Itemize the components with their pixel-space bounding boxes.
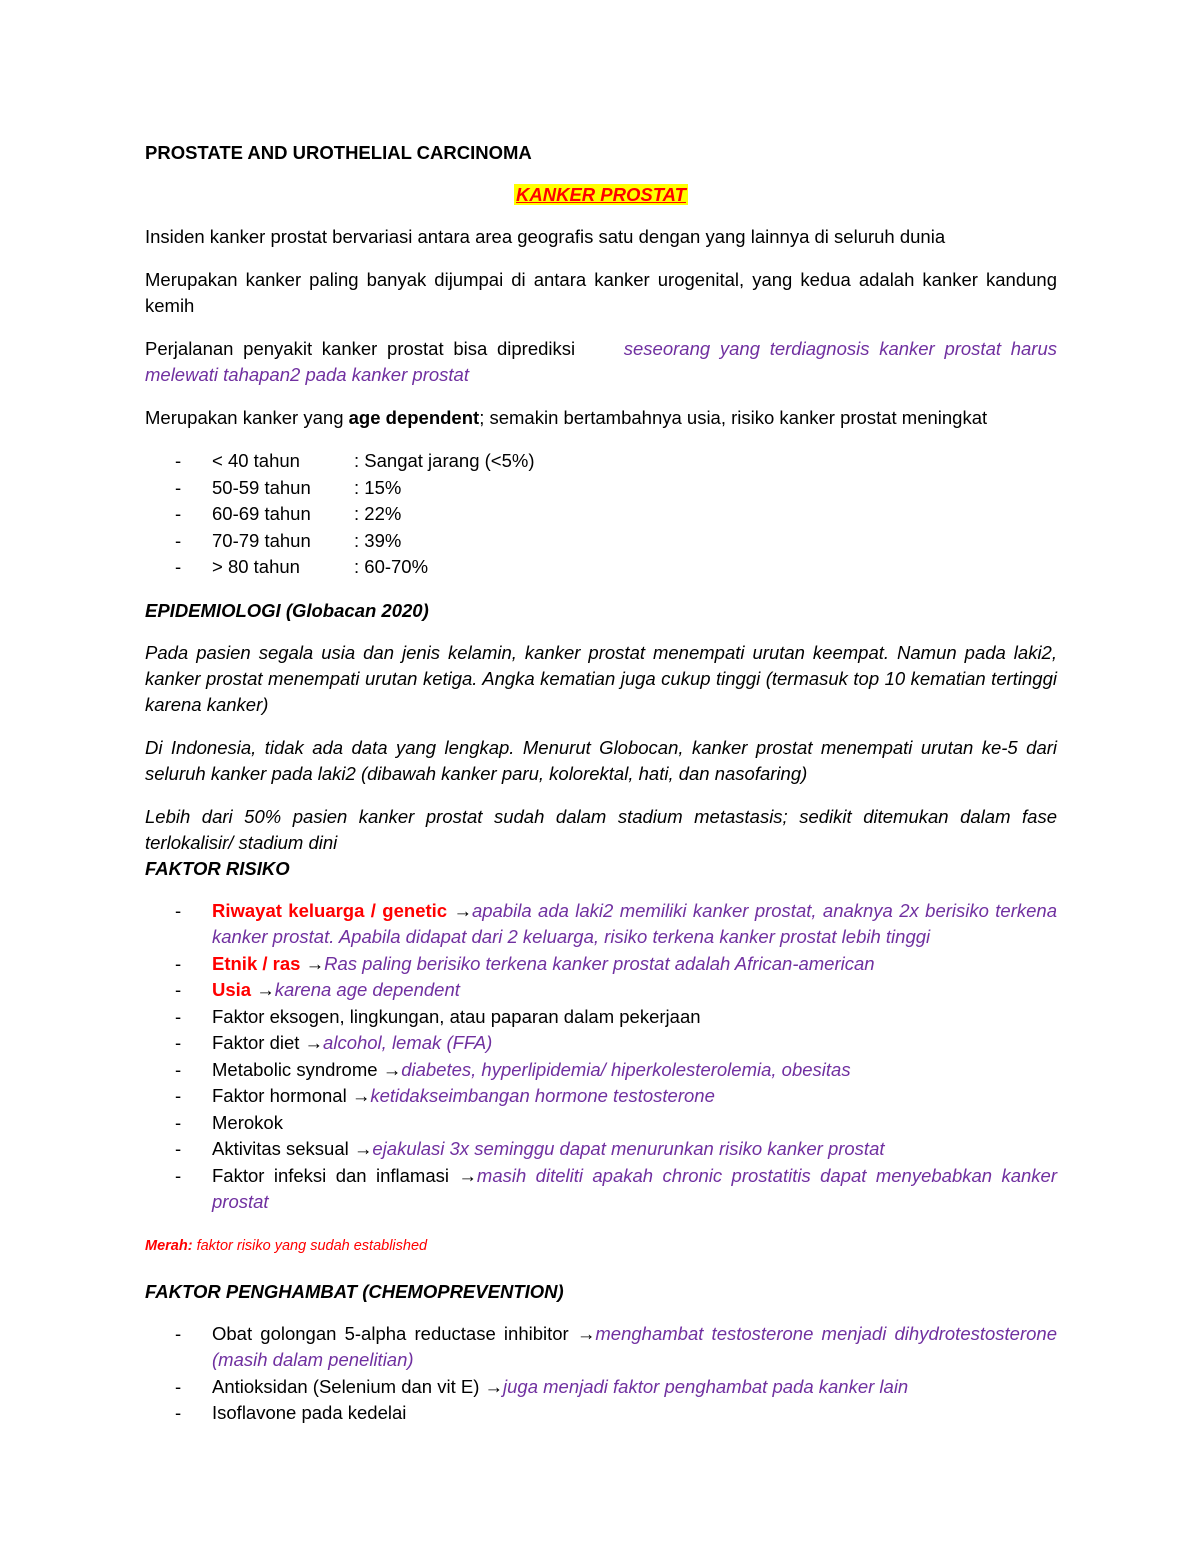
dash-bullet: - <box>175 1032 182 1053</box>
arrow-icon: → <box>484 1375 503 1397</box>
dash-bullet: - <box>175 1085 182 1106</box>
list-item <box>145 898 1057 951</box>
dash-bullet: - <box>175 556 182 577</box>
item-note: apabila ada laki2 memiliki kanker prostat, anaknya 2x berisiko terkena kanker prostat. Apabila didapat dari 2 keluarga, risiko terkena kanker prostat lebih tinggi <box>212 899 1058 947</box>
disease-course-text: Perjalanan penyakit kanker prostat bisa diprediksi <box>145 338 576 359</box>
item-label: Isoflavone pada kedelai <box>212 1402 407 1423</box>
item-label: Riwayat keluarga / genetic <box>212 899 448 921</box>
item-label: Aktivitas seksual <box>212 1138 349 1159</box>
age-range: 50-59 tahun <box>212 476 311 498</box>
risk-factors-list <box>145 898 1057 1216</box>
dash-bullet: - <box>175 529 182 551</box>
arrow-icon: → <box>305 952 325 974</box>
item-note: alcohol, lemak (FFA) <box>323 1032 493 1053</box>
arrow-icon: → <box>304 1032 324 1053</box>
dash-bullet: - <box>175 450 182 471</box>
list-item <box>145 1163 1057 1216</box>
age-risk-value: : 22% <box>354 503 402 524</box>
item-note: diabetes, hyperlipidemia/ hiperkolesterolemia, obesitas <box>401 1058 851 1080</box>
dash-bullet: - <box>175 1402 182 1423</box>
item-note: ketidakseimbangan hormone testosterone <box>370 1085 715 1106</box>
age-risk-value: : 60-70% <box>354 556 429 577</box>
age-dependent-post: ; semakin bertambahnya usia, risiko kanker prostat meningkat <box>479 407 988 428</box>
legend-label: Merah: <box>145 1237 193 1254</box>
dash-bullet: - <box>175 1058 182 1080</box>
list-item <box>145 1004 1057 1031</box>
item-label: Faktor diet <box>212 1032 300 1053</box>
age-range: 60-69 tahun <box>212 503 311 524</box>
list-item <box>145 1030 1057 1057</box>
list-item <box>145 554 1057 581</box>
item-label: Usia <box>212 979 252 1000</box>
document-title: PROSTATE AND UROTHELIAL CARCINOMA <box>145 142 532 163</box>
dash-bullet: - <box>175 476 182 498</box>
document-body <box>145 140 1057 1444</box>
age-dependent-term: age dependent <box>348 407 480 428</box>
item-label: Faktor infeksi dan inflamasi <box>212 1164 449 1186</box>
item-note: Ras paling berisiko terkena kanker prostat adalah African-american <box>324 952 875 974</box>
disease-course-note: seseorang yang terdiagnosis kanker prostat harus melewati tahapan2 pada kanker prostat <box>145 338 1058 385</box>
dash-bullet: - <box>175 899 182 921</box>
epidemiology-paragraph-ranking: Pada pasien segala usia dan jenis kelamin, kanker prostat menempati urutan keempat. Namun pada laki2, kanker prostat menempati urutan ketiga. Angka kematian juga cukup tinggi (termasuk top 10 kematian tertinggi karena kanker) <box>145 641 1057 715</box>
dash-bullet: - <box>175 1322 182 1344</box>
risk-factors-heading: FAKTOR RISIKO <box>145 857 290 879</box>
age-risk-value: : 15% <box>354 476 402 498</box>
list-item <box>145 1110 1057 1137</box>
epidemiology-heading: EPIDEMIOLOGI (Globacan 2020) <box>145 599 429 621</box>
item-label: Obat golongan 5-alpha reductase inhibitor <box>212 1322 569 1344</box>
list-item <box>145 528 1057 555</box>
item-note: karena age dependent <box>274 979 460 1000</box>
legend-text: faktor risiko yang sudah established <box>192 1237 428 1254</box>
list-item <box>145 1400 1057 1427</box>
list-item <box>145 1136 1057 1163</box>
epidemiology-paragraph-indonesia: Di Indonesia, tidak ada data yang lengkap. Menurut Globocan, kanker prostat menempati urutan ke-5 dari seluruh kanker pada laki2 (dibawah kanker paru, kolorektal, hati, dan nasofaring) <box>145 736 1057 784</box>
list-item <box>145 475 1057 502</box>
list-item <box>145 1321 1057 1374</box>
dash-bullet: - <box>175 1138 182 1159</box>
item-label: Merokok <box>212 1111 283 1133</box>
dash-bullet: - <box>175 979 182 1000</box>
list-item <box>145 448 1057 475</box>
list-item <box>145 951 1057 978</box>
item-label: Metabolic syndrome <box>212 1058 378 1080</box>
arrow-icon: → <box>576 1322 596 1344</box>
list-item <box>145 501 1057 528</box>
age-risk-list <box>145 448 1057 581</box>
paragraph-urogenital: Merupakan kanker paling banyak dijumpai di antara kanker urogenital, yang kedua adalah kanker kandung kemih <box>145 269 1057 316</box>
dash-bullet: - <box>175 503 182 524</box>
item-label: Faktor hormonal <box>212 1085 347 1106</box>
item-note: masih diteliti apakah chronic prostatitis dapat menyebabkan kanker prostat <box>212 1164 1058 1212</box>
list-item <box>145 977 1057 1004</box>
chemoprevention-list <box>145 1321 1057 1427</box>
age-range: < 40 tahun <box>212 450 300 471</box>
dash-bullet: - <box>175 1005 182 1027</box>
section-title-wrapper <box>145 182 1057 208</box>
item-note: menghambat testosterone menjadi dihydrotestosterone (masih dalam penelitian) <box>212 1322 1057 1370</box>
section-title: KANKER PROSTAT <box>516 184 686 205</box>
dash-bullet: - <box>175 1375 182 1397</box>
age-dependent-pre: Merupakan kanker yang <box>145 407 349 428</box>
paragraph-disease-course <box>145 336 1057 388</box>
item-label: Faktor eksogen, lingkungan, atau paparan dalam pekerjaan <box>212 1005 701 1027</box>
chemoprevention-heading: FAKTOR PENGHAMBAT (CHEMOPREVENTION) <box>145 1280 564 1302</box>
age-range: 70-79 tahun <box>212 529 311 551</box>
dash-bullet: - <box>175 1164 182 1186</box>
list-item <box>145 1057 1057 1084</box>
dash-bullet: - <box>175 952 182 974</box>
arrow-icon: → <box>458 1164 477 1186</box>
item-note: juga menjadi faktor penghambat pada kanker lain <box>503 1375 909 1397</box>
list-item <box>145 1374 1057 1401</box>
item-label: Etnik / ras <box>212 952 301 974</box>
list-item <box>145 1083 1057 1110</box>
age-risk-value: : 39% <box>354 529 402 551</box>
color-legend <box>145 1233 1057 1259</box>
dash-bullet: - <box>175 1111 182 1133</box>
age-risk-value: : Sangat jarang (<5%) <box>354 450 535 471</box>
arrow-icon: → <box>351 1085 371 1106</box>
epidemiology-paragraph-metastasis: Lebih dari 50% pasien kanker prostat sudah dalam stadium metastasis; sedikit ditemukan dalam fase terlokalisir/ stadium dini <box>145 805 1057 853</box>
arrow-icon: → <box>382 1058 402 1080</box>
item-label: Antioksidan (Selenium dan vit E) <box>212 1375 480 1397</box>
arrow-icon: → <box>256 979 275 1000</box>
paragraph-age-dependent <box>145 405 1057 431</box>
arrow-icon: → <box>453 899 472 921</box>
item-note: ejakulasi 3x seminggu dapat menurunkan risiko kanker prostat <box>372 1138 885 1159</box>
age-range: > 80 tahun <box>212 556 300 577</box>
paragraph-incidence: Insiden kanker prostat bervariasi antara area geografis satu dengan yang lainnya di seluruh dunia <box>145 226 946 247</box>
arrow-icon: → <box>353 1138 373 1159</box>
